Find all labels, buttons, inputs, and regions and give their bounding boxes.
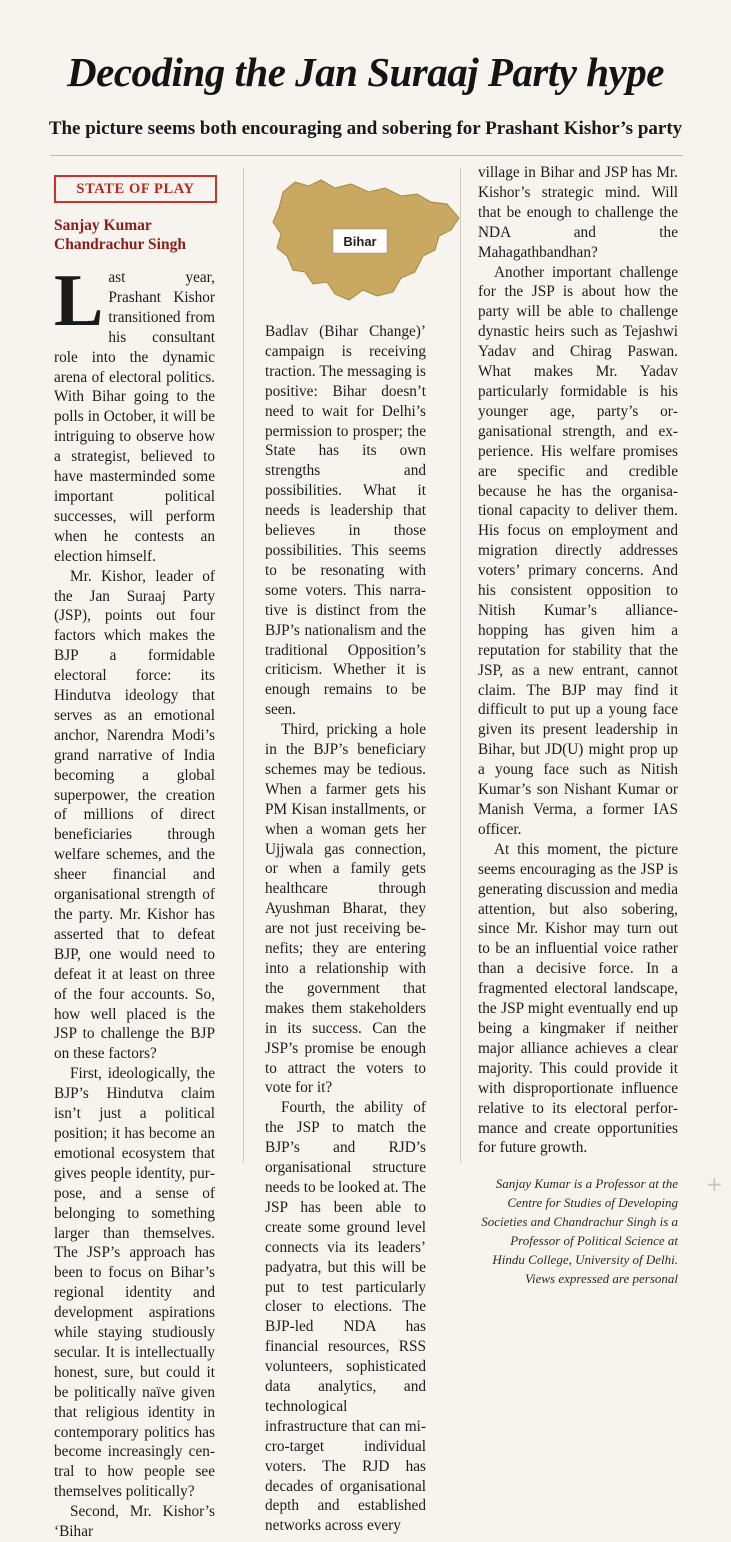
header-rule bbox=[50, 155, 683, 156]
author-bio: Sanjay Kumar is a Professor at the Centre for Studies of Developing Societies and Chandrachur Singh is a Professor of Political Science at Hindu College, University of Delhi. Views expressed are personal bbox=[481, 1176, 678, 1287]
author-name: Chandrachur Singh bbox=[54, 236, 186, 253]
paragraph: Third, pricking a hole in the BJP’s beneficiary schemes may be tedious. When a farmer gets his PM Kisan installments, or when a woman gets her Ujjwala gas connection, or when a family gets healthcare through Ayushman Bharat, they are not just receiving benefits; they are entering into a relationship with the government that makes them stakeholders in its success. Can the JSP’s promise be enough to attract the voters to vote for it? bbox=[265, 721, 426, 1097]
section-kicker: STATE OF PLAY bbox=[54, 175, 217, 203]
crop-mark-icon: + bbox=[706, 1172, 723, 1196]
author-name: Sanjay Kumar bbox=[54, 217, 152, 234]
paragraph: First, ideologically, the BJP’s Hindutva claim isn’t just a political position; it has become an emotional ecosystem that gives people identity, purpose, and a sense of belonging to something larger than themselves. The JSP’s approach has been to focus on Bihar’s regional identity and development aspirations while staying studiously secular. It is intellectually honest, sure, but could it be politically naïve given that religious identity in contemporary politics has become increasingly central to how people see themselves politically? bbox=[54, 1065, 215, 1501]
column-divider bbox=[460, 168, 461, 1163]
paragraph: Mr. Kishor, leader of the Jan Suraaj Party (JSP), points out four factors which makes the BJP a formidable electoral force: its Hindutva ideology that serves as an emotional anchor, Narendra Modi’s grand narrative of India becoming a global superpower, the creation of millions of direct beneficiaries through welfare schemes, and the sheer financial and organisational strength of the party. Mr. Kishor has asserted that to defeat BJP, one would need to defeat it at least on three of the four accounts. So, how well placed is the JSP to challenge the BJP on these factors? bbox=[54, 567, 215, 1063]
paragraph: Second, Mr. Kishor’s ‘Bihar bbox=[54, 1503, 215, 1541]
bihar-map-graphic bbox=[265, 174, 465, 306]
column-3 bbox=[478, 163, 678, 1287]
column-1 bbox=[54, 163, 215, 1541]
paragraph: At this moment, the picture seems encouraging as the JSP is generating discussion and media attention, but also sobering, since Mr. Kishor may turn out to be an influential voice rather than a decisive force. In a fragmented electoral landscape, the JSP might eventually end up being a kingmaker if neither major alliance achieves a clear majority. This could provide it with disproportionate influence relative to its electoral performance and create opportunities for future growth. bbox=[478, 840, 678, 1157]
deck-subheadline: The picture seems both encouraging and sobering for Prashant Kishor’s party bbox=[48, 118, 683, 139]
paragraph-text: ast year, Prashant Kishor transitioned from his consultant role into the dynamic arena of electoral politics. With Bihar going to the polls in October, it will be intriguing to observe how a strategist, believed to have masterminded some important political successes, will perform when he contests an election himself. bbox=[54, 269, 215, 565]
paragraph: village in Bihar and JSP has Mr. Kishor’s strategic mind. Will that be enough to challenge the NDA and the Mahagathbandhan? bbox=[478, 164, 678, 261]
paragraph bbox=[54, 260, 215, 567]
headline: Decoding the Jan Suraaj Party hype bbox=[67, 49, 664, 95]
column-divider bbox=[243, 168, 244, 1163]
paragraph: Fourth, the ability of the JSP to match the BJP’s and RJD’s organisational structure needs to be looked at. The JSP has been able to create some ground level connects via its leaders’ padyatra, but this will be put to test particularly closer to elections. The BJP-led NDA has financial resources, RSS volunteers, sophisticated data analytics, and technological infrastructure that can micro-target individual voters. The RJD has decades of organisational depth and established networks across every bbox=[265, 1099, 426, 1535]
paragraph: Badlav (Bihar Change)’ campaign is receiving traction. The messaging is positive: Bihar doesn’t need to wait for Delhi’s permission to prosper; the State has its own strengths and possibilities. What it needs is leadership that believes in those possibilities. This seems to be resonating with some voters. This narrative is distinct from the BJP’s nationalism and the traditional Opposition’s criticism. Whether it is enough remains to be seen. bbox=[265, 323, 426, 719]
paragraph: Another important challenge for the JSP is about how the party will be able to challenge dynastic heirs such as Tejashwi Yadav and Chirag Paswan. What makes Mr. Yadav particularly formidable is his younger age, party’s organisational strength, and experience. His welfare promises are specific and credible because he has the organisational capacity to deliver them. His focus on employment and migration directly addresses voters’ primary concerns. And his consistent opposition to Nitish Kumar’s alliance-hopping has given him a reputation for stability that the JSP, as a new entrant, cannot claim. The BJP may find it difficult to put up a young face given its present leadership in Bihar, but JD(U) might prop up a young face such as Nitish Kumar’s son Nishant Kumar or Manish Verma, a former IAS officer. bbox=[478, 263, 678, 838]
byline bbox=[54, 216, 215, 254]
drop-cap: L bbox=[54, 260, 104, 342]
map-label: Bihar bbox=[343, 234, 377, 249]
column-2 bbox=[265, 168, 426, 1535]
